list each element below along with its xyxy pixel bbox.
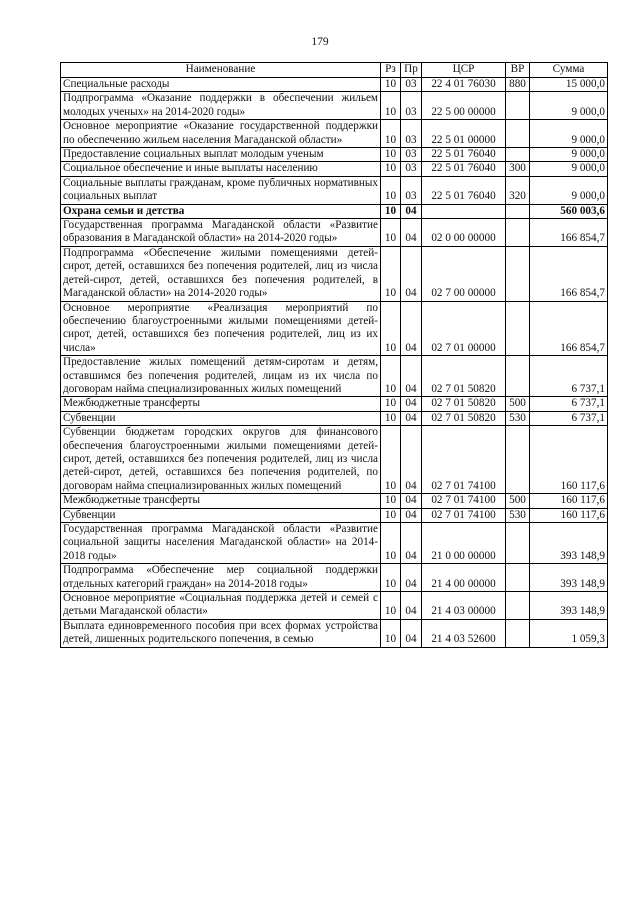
- cell-name: Государственная программа Магаданской области «Развитие социальной защиты населения Магаданской области» на 2014-2018 годы»: [61, 523, 381, 564]
- cell-sum: 166 854,7: [530, 246, 608, 301]
- cell-name: Социальное обеспечение и иные выплаты населению: [61, 162, 381, 176]
- cell-pr: 04: [401, 301, 422, 356]
- cell-pr: 03: [401, 78, 422, 92]
- table-row: [61, 564, 608, 592]
- table-row: [61, 592, 608, 620]
- page-number: 179: [311, 36, 329, 48]
- cell-csr: 02 7 01 50820: [422, 411, 506, 425]
- cell-pr: 04: [401, 356, 422, 397]
- cell-pr: 04: [401, 592, 422, 620]
- cell-name: Подпрограмма «Обеспечение жилыми помещениями детей-сирот, детей, оставшихся без попечения родителей, лиц из числа детей-сирот, детей, оставшихся без попечения родителей, в Магаданской области» на 2014-2020 годы»: [61, 246, 381, 301]
- table-row: [61, 301, 608, 356]
- cell-csr: 22 5 01 76040: [422, 148, 506, 162]
- table-row: [61, 523, 608, 564]
- header-vr: ВР: [506, 63, 530, 78]
- cell-sum: 560 003,6: [530, 204, 608, 218]
- cell-rz: 10: [381, 494, 401, 508]
- cell-sum: 9 000,0: [530, 162, 608, 176]
- cell-csr: 22 5 01 76040: [422, 176, 506, 204]
- cell-csr: 02 7 01 00000: [422, 301, 506, 356]
- cell-csr: 02 7 01 50820: [422, 356, 506, 397]
- cell-name: Субвенции: [61, 508, 381, 522]
- table-row: [61, 356, 608, 397]
- cell-rz: 10: [381, 523, 401, 564]
- cell-rz: 10: [381, 219, 401, 247]
- cell-rz: 10: [381, 564, 401, 592]
- cell-sum: 6 737,1: [530, 356, 608, 397]
- cell-pr: 03: [401, 120, 422, 148]
- header-name: Наименование: [61, 63, 381, 78]
- cell-pr: 04: [401, 219, 422, 247]
- cell-rz: 10: [381, 204, 401, 218]
- header-rz: Рз: [381, 63, 401, 78]
- table-row: [61, 204, 608, 218]
- cell-pr: 04: [401, 411, 422, 425]
- table-row: [61, 162, 608, 176]
- cell-pr: 04: [401, 508, 422, 522]
- cell-name: Выплата единовременного пособия при всех формах устройства детей, лишенных родительского попечения, в семью: [61, 619, 381, 647]
- table-row: [61, 246, 608, 301]
- cell-csr: 22 4 01 76030: [422, 78, 506, 92]
- table-row: [61, 397, 608, 411]
- table-header-row: [61, 63, 608, 78]
- cell-sum: 9 000,0: [530, 176, 608, 204]
- cell-vr: [506, 619, 530, 647]
- cell-name: Субвенции: [61, 411, 381, 425]
- table-row: [61, 148, 608, 162]
- cell-name: Специальные расходы: [61, 78, 381, 92]
- cell-csr: 02 7 01 50820: [422, 397, 506, 411]
- cell-name: Предоставление социальных выплат молодым ученым: [61, 148, 381, 162]
- cell-sum: 160 117,6: [530, 426, 608, 494]
- cell-csr: 02 7 01 74100: [422, 508, 506, 522]
- cell-vr: [506, 356, 530, 397]
- cell-rz: 10: [381, 246, 401, 301]
- cell-rz: 10: [381, 176, 401, 204]
- table-row: [61, 219, 608, 247]
- cell-pr: 04: [401, 246, 422, 301]
- cell-csr: 22 5 01 00000: [422, 120, 506, 148]
- cell-rz: 10: [381, 397, 401, 411]
- cell-name: Социальные выплаты гражданам, кроме публичных нормативных социальных выплат: [61, 176, 381, 204]
- cell-csr: 02 7 01 74100: [422, 494, 506, 508]
- cell-vr: [506, 426, 530, 494]
- cell-pr: 04: [401, 426, 422, 494]
- table-row: [61, 508, 608, 522]
- table-row: [61, 78, 608, 92]
- cell-csr: 21 4 03 00000: [422, 592, 506, 620]
- header-csr: ЦСР: [422, 63, 506, 78]
- cell-csr: 21 4 00 00000: [422, 564, 506, 592]
- cell-sum: 393 148,9: [530, 523, 608, 564]
- cell-vr: [506, 92, 530, 120]
- cell-rz: 10: [381, 120, 401, 148]
- cell-sum: 166 854,7: [530, 301, 608, 356]
- cell-name: Основное мероприятие «Реализация мероприятий по обеспечению благоустроенными жилыми помещениями детей-сирот, детей, оставшихся без попечения родителей, лиц из их числа»: [61, 301, 381, 356]
- cell-sum: 15 000,0: [530, 78, 608, 92]
- header-pr: Пр: [401, 63, 422, 78]
- cell-vr: [506, 301, 530, 356]
- cell-csr: 21 0 00 00000: [422, 523, 506, 564]
- cell-name: Государственная программа Магаданской области «Развитие образования в Магаданской области» на 2014-2020 годы»: [61, 219, 381, 247]
- cell-pr: 04: [401, 564, 422, 592]
- cell-vr: [506, 219, 530, 247]
- cell-vr: 500: [506, 397, 530, 411]
- cell-sum: 9 000,0: [530, 120, 608, 148]
- cell-pr: 03: [401, 162, 422, 176]
- table-row: [61, 411, 608, 425]
- table-row: [61, 494, 608, 508]
- cell-name: Охрана семьи и детства: [61, 204, 381, 218]
- cell-sum: 1 059,3: [530, 619, 608, 647]
- cell-rz: 10: [381, 301, 401, 356]
- cell-csr: [422, 204, 506, 218]
- cell-vr: [506, 204, 530, 218]
- cell-rz: 10: [381, 592, 401, 620]
- cell-pr: 04: [401, 397, 422, 411]
- table-row: [61, 619, 608, 647]
- table-row: [61, 426, 608, 494]
- cell-name: Подпрограмма «Обеспечение мер социальной поддержки отдельных категорий граждан» на 2014-2018 годы»: [61, 564, 381, 592]
- cell-sum: 9 000,0: [530, 148, 608, 162]
- cell-pr: 03: [401, 148, 422, 162]
- cell-vr: 300: [506, 162, 530, 176]
- table-row: [61, 176, 608, 204]
- table-row: [61, 120, 608, 148]
- cell-name: Межбюджетные трансферты: [61, 397, 381, 411]
- cell-sum: 6 737,1: [530, 397, 608, 411]
- cell-sum: 393 148,9: [530, 592, 608, 620]
- cell-csr: 22 5 01 76040: [422, 162, 506, 176]
- cell-rz: 10: [381, 426, 401, 494]
- cell-vr: 530: [506, 411, 530, 425]
- cell-vr: [506, 564, 530, 592]
- cell-name: Основное мероприятие «Оказание государственной поддержки по обеспечению жильем населения Магаданской области»: [61, 120, 381, 148]
- cell-sum: 160 117,6: [530, 494, 608, 508]
- cell-vr: [506, 592, 530, 620]
- cell-sum: 393 148,9: [530, 564, 608, 592]
- cell-csr: 02 7 00 00000: [422, 246, 506, 301]
- cell-name: Межбюджетные трансферты: [61, 494, 381, 508]
- cell-vr: 880: [506, 78, 530, 92]
- cell-rz: 10: [381, 411, 401, 425]
- cell-vr: [506, 148, 530, 162]
- cell-vr: 320: [506, 176, 530, 204]
- cell-pr: 04: [401, 204, 422, 218]
- cell-csr: 02 0 00 00000: [422, 219, 506, 247]
- cell-rz: 10: [381, 508, 401, 522]
- cell-rz: 10: [381, 619, 401, 647]
- cell-pr: 04: [401, 494, 422, 508]
- cell-rz: 10: [381, 356, 401, 397]
- budget-table: [60, 62, 608, 648]
- cell-pr: 04: [401, 523, 422, 564]
- header-sum: Сумма: [530, 63, 608, 78]
- table-row: [61, 92, 608, 120]
- cell-sum: 9 000,0: [530, 92, 608, 120]
- cell-vr: [506, 246, 530, 301]
- cell-vr: 530: [506, 508, 530, 522]
- cell-csr: 02 7 01 74100: [422, 426, 506, 494]
- cell-name: Субвенции бюджетам городских округов для финансового обеспечения благоустроенными жилыми помещениями детей-сирот, детей, оставшихся без попечения родителей, лиц из числа детей-сирот, детей, оставшихся без попечения родителей, по договорам найма специализированных жилых помещений: [61, 426, 381, 494]
- cell-name: Подпрограмма «Оказание поддержки в обеспечении жильем молодых ученых» на 2014-2020 годы»: [61, 92, 381, 120]
- cell-pr: 04: [401, 619, 422, 647]
- cell-name: Основное мероприятие «Социальная поддержка детей и семей с детьми Магаданской области»: [61, 592, 381, 620]
- cell-name: Предоставление жилых помещений детям-сиротам и детям, оставшимся без попечения родителей, лицам из их числа по договорам найма специализированных жилых помещений: [61, 356, 381, 397]
- cell-csr: 21 4 03 52600: [422, 619, 506, 647]
- cell-rz: 10: [381, 148, 401, 162]
- cell-vr: [506, 523, 530, 564]
- cell-sum: 6 737,1: [530, 411, 608, 425]
- cell-rz: 10: [381, 78, 401, 92]
- cell-pr: 03: [401, 92, 422, 120]
- cell-sum: 160 117,6: [530, 508, 608, 522]
- cell-csr: 22 5 00 00000: [422, 92, 506, 120]
- cell-rz: 10: [381, 92, 401, 120]
- cell-sum: 166 854,7: [530, 219, 608, 247]
- cell-pr: 03: [401, 176, 422, 204]
- cell-vr: [506, 120, 530, 148]
- cell-vr: 500: [506, 494, 530, 508]
- cell-rz: 10: [381, 162, 401, 176]
